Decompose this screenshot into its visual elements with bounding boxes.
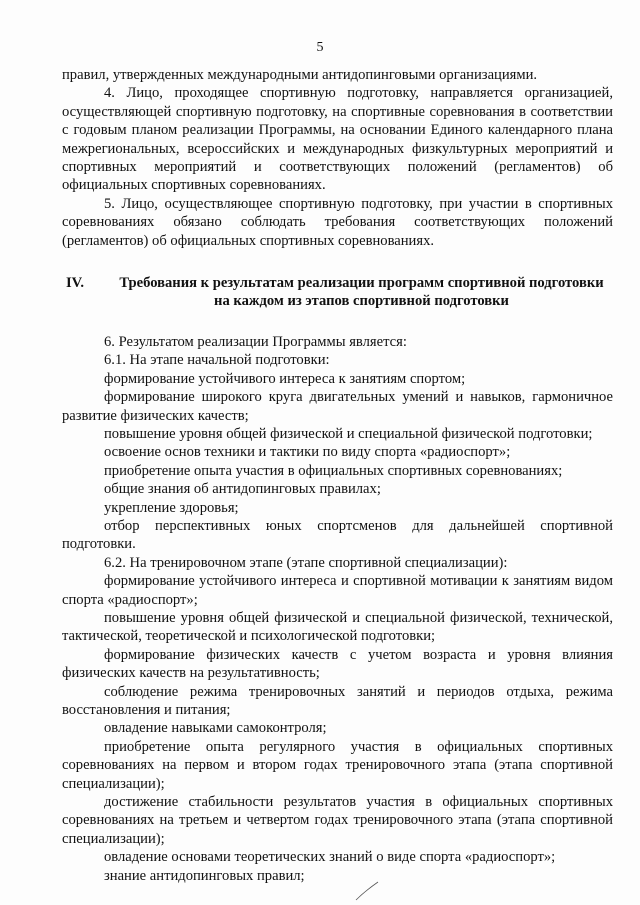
paragraph: 5. Лицо, осуществляющее спортивную подготовку, при участии в спортивных соревнованиях обязано соблюдать требования соответствующих положений (регламентов) об официальных спортивных соревнованиях.: [62, 195, 613, 249]
document-body: [62, 66, 613, 885]
paragraph: овладение основами теоретических знаний о виде спорта «радиоспорт»;: [104, 849, 556, 866]
section-number: IV.: [66, 275, 84, 292]
paragraph: достижение стабильности результатов участия в официальных спортивных соревнованиях на третьем и четвертом годах тренировочного этапа (этапа спортивной специализации);: [62, 794, 613, 847]
paragraph: овладение навыками самоконтроля;: [104, 720, 327, 737]
paragraph: формирование физических качеств с учетом возраста и уровня влияния физических качеств на результативность;: [62, 646, 613, 682]
paragraph: 6.1. На этапе начальной подготовки:: [104, 352, 330, 369]
paragraph: приобретение опыта участия в официальных спортивных соревнованиях;: [104, 462, 563, 479]
intro-paragraphs: [62, 66, 613, 250]
section-heading: [62, 274, 613, 311]
paragraph: укрепление здоровья;: [104, 499, 239, 516]
paragraph: освоение основ техники и тактики по виду спорта «радиоспорт»;: [104, 444, 511, 461]
section-paragraphs: [62, 333, 613, 885]
paragraph: формирование устойчивого интереса к занятиям спортом;: [104, 370, 466, 387]
pen-mark-icon: [352, 880, 382, 902]
paragraph: 4. Лицо, проходящее спортивную подготовку, направляется организацией, осуществляющей спортивную подготовку, на спортивные соревнования в соответствии с годовым планом реализации Программы, на основании Единого календарного плана межрегиональных, всероссийских и международных физкультурных мероприятий и спортивных мероприятий и соответствующих положений (регламентов) об официальных спортивных соревнованиях.: [62, 85, 613, 194]
page-number: 5: [316, 40, 324, 55]
paragraph: 6. Результатом реализации Программы является:: [104, 333, 407, 350]
paragraph: соблюдение режима тренировочных занятий и периодов отдыха, режима восстановления и питания;: [62, 683, 613, 718]
paragraph: общие знания об антидопинговых правилах;: [104, 481, 381, 498]
paragraph: приобретение опыта регулярного участия в официальных спортивных соревнованиях на первом и втором годах тренировочного этапа (этапа спортивной специализации);: [62, 738, 613, 792]
section-title: [110, 274, 613, 311]
paragraph: повышение уровня общей физической и специальной физической, технической, тактической, теоретической и психологической подготовки;: [62, 609, 613, 645]
paragraph: 6.2. На тренировочном этапе (этапе спортивной специализации):: [104, 554, 508, 571]
paragraph: формирование устойчивого интереса и спортивной мотивации к занятиям видом спорта «радиоспорт»;: [62, 573, 613, 608]
paragraph: отбор перспективных юных спортсменов для дальнейшей спортивной подготовки.: [62, 517, 613, 553]
paragraph: повышение уровня общей физической и специальной физической подготовки;: [104, 425, 593, 442]
paragraph: правил, утвержденных международными антидопинговыми организациями.: [62, 67, 538, 83]
paragraph: формирование широкого круга двигательных умений и навыков, гармоничное развитие физических качеств;: [62, 389, 613, 424]
paragraph: знание антидопинговых правил;: [104, 867, 305, 884]
section-title-line: на каждом из этапов спортивной подготовки: [214, 293, 509, 310]
section-title-line: Требования к результатам реализации программ спортивной подготовки: [119, 275, 604, 292]
